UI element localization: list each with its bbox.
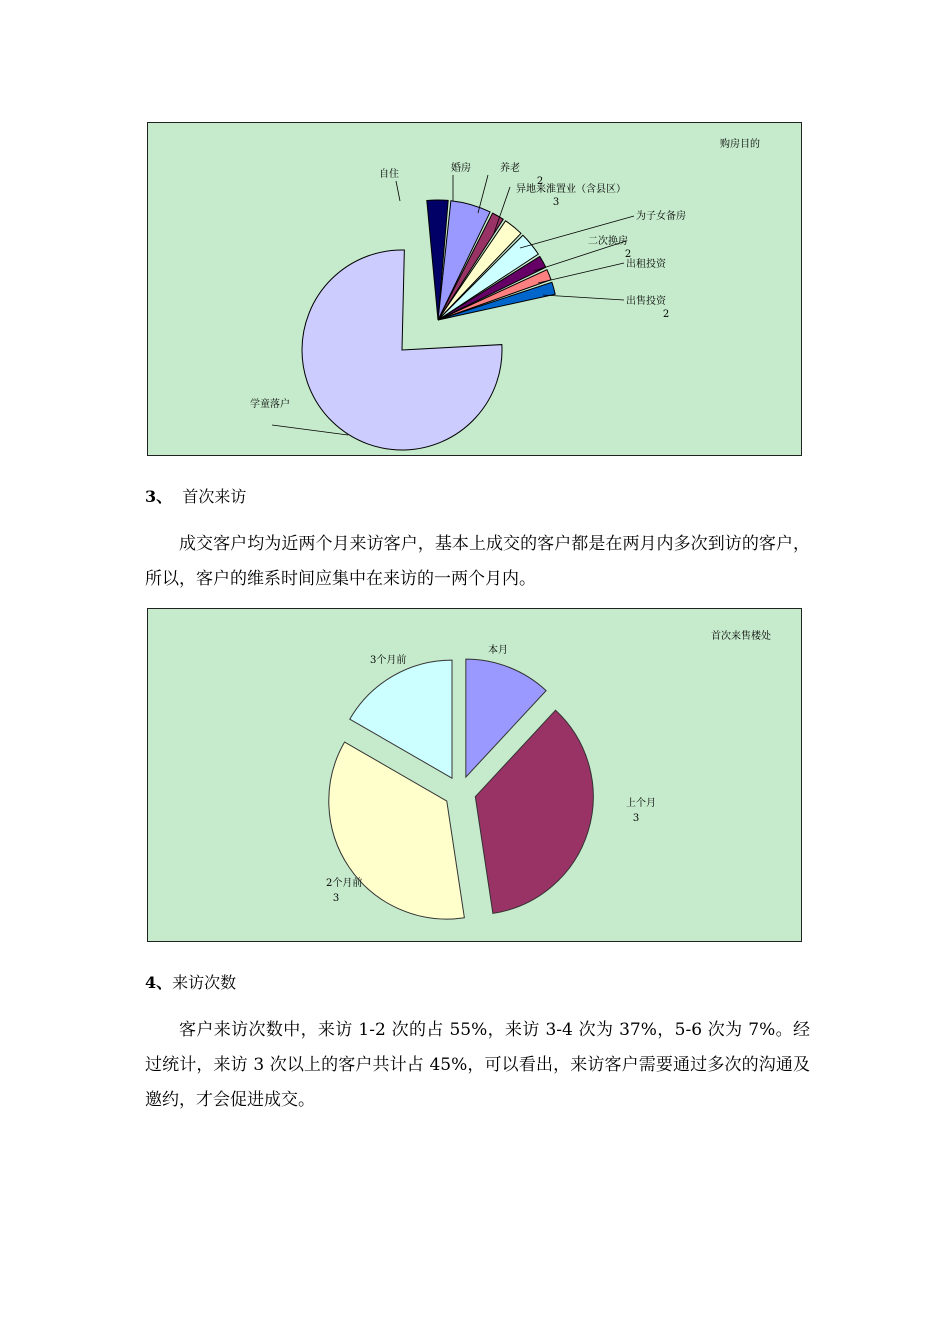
chart-1-leader-9 (272, 425, 348, 435)
chart-2-label-1: 本月 (488, 645, 508, 656)
chart-1-leader-1 (396, 181, 400, 201)
chart-1-value-3: 2 (536, 176, 544, 187)
first-visit-chart (147, 608, 802, 942)
chart-1-label-2: 婚房 (451, 163, 471, 174)
chart-2-value-3: 3 (332, 893, 340, 904)
section-3-paragraph: 成交客户均为近两个月来访客户，基本上成交的客户都是在两月内多次到访的客户，所以，客户的维系时间应集中在来访的一两个月内。 (145, 534, 810, 589)
chart-1-label-8: 出售投资 (626, 296, 666, 307)
chart-1-title: 购房目的 (720, 139, 760, 150)
chart-1-leader-8 (543, 295, 624, 300)
chart-1-label-1: 自住 (379, 169, 399, 180)
section-3-heading (145, 484, 246, 507)
section-3-number: 3、 (145, 487, 173, 506)
chart-1-value-4: 3 (552, 197, 560, 208)
purchase-purpose-pie (148, 123, 803, 457)
section-3-title: 首次来访 (182, 487, 247, 506)
section-4-heading (145, 970, 236, 993)
chart-2-label-2: 上个月 (626, 798, 656, 809)
section-4-title: 来访次数 (172, 973, 237, 992)
chart-1-label-7: 出租投资 (626, 259, 666, 270)
first-visit-pie (148, 609, 803, 943)
chart-2-value-2: 3 (632, 813, 640, 824)
section-4-number: 4、 (145, 973, 173, 992)
chart-1-label-6: 二次换房 (588, 236, 628, 247)
chart-1-value-6: 2 (624, 249, 632, 260)
purchase-purpose-chart (147, 122, 802, 456)
chart-1-leader-7 (538, 263, 624, 283)
chart-1-label-9: 学童落户 (250, 399, 290, 410)
chart-1-label-5: 为子女备房 (636, 211, 686, 222)
chart-2-label-4: 3个月前 (370, 655, 407, 666)
chart-1-value-8: 2 (662, 309, 670, 320)
chart-1-label-3: 养老 (500, 163, 520, 174)
chart-2-title: 首次来售楼处 (711, 631, 771, 642)
chart-2-label-3: 2个月前 (326, 878, 363, 889)
chart-1-leader-3 (478, 175, 488, 213)
section-4-paragraph: 客户来访次数中，来访 1-2 次的占 55%，来访 3-4 次为 37%，5-6 次为 7%。经过统计，来访 3 次以上的客户共计占 45%，可以看出，来访客户需要通过多次的沟通及邀约，才会促进成交。 (145, 1020, 810, 1110)
chart-1-label-4: 异地来淮置业（含县区） (516, 184, 626, 195)
